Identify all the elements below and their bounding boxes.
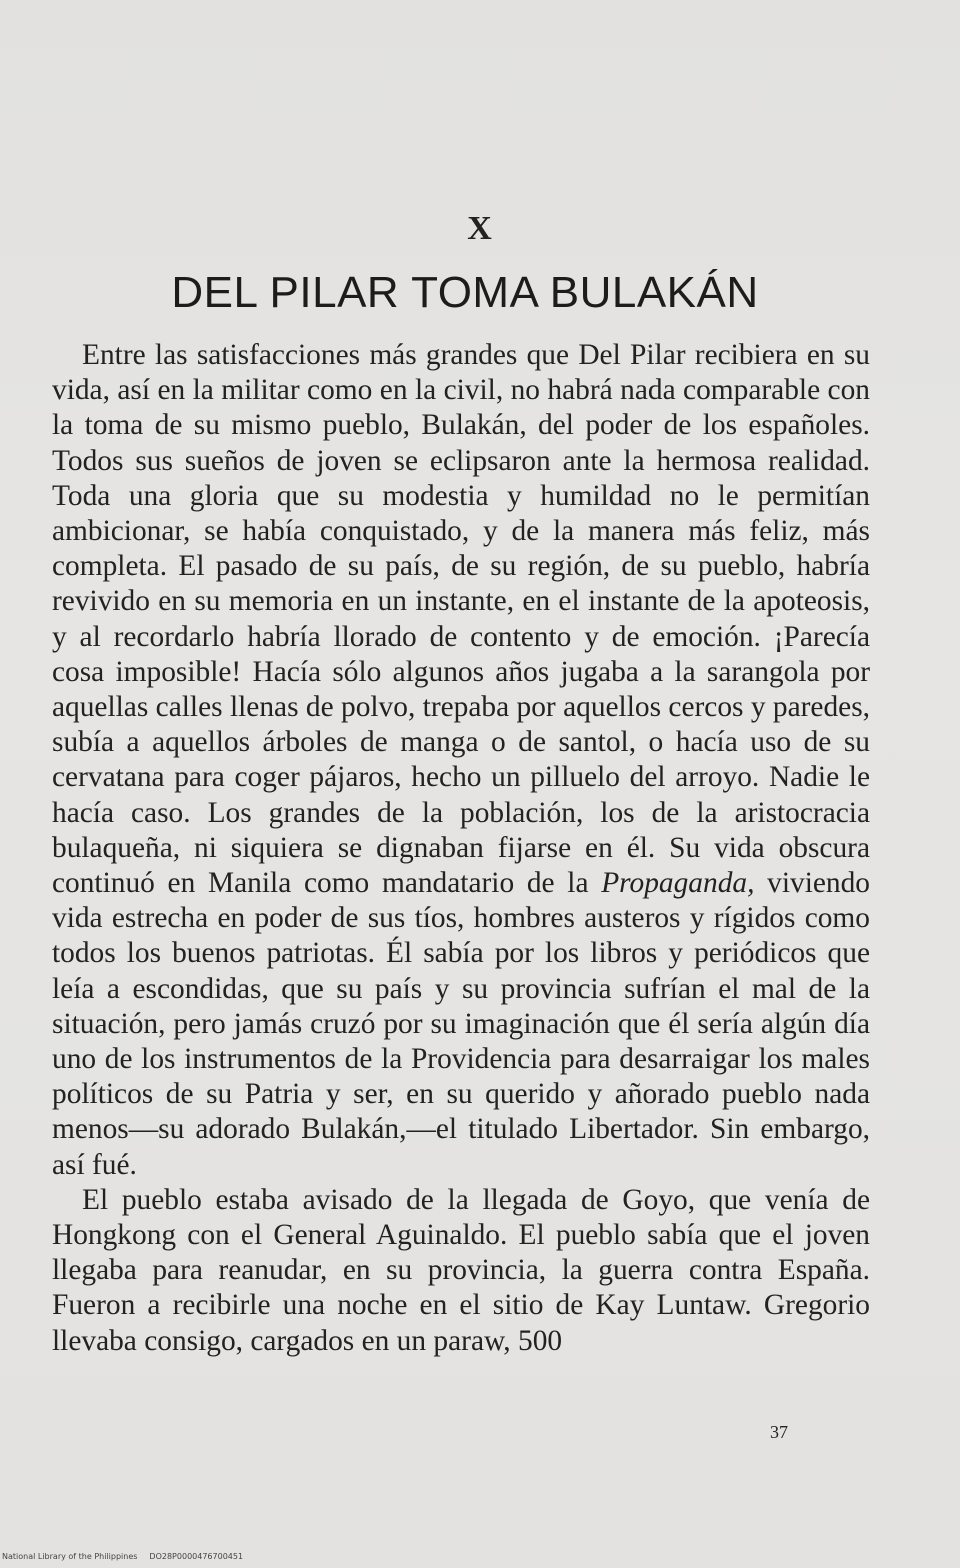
paragraph-1-text-b: viviendo vida estrecha en poder de sus tíos, hombres austeros y rígidos como todos los buenos patriotas. Él sabía por los libros y periódicos que leía a escondidas, que su país y su provincia sufrían el mal de la situación, pero jamás cruzó por su imaginación que él sería algún día uno de los instrumentos de la Providencia para desarraigar los males políticos de su Patria y ser, en su querido y añorado pueblo nada menos—su adorado Bulakán,—el titulado Libertador. Sin embargo, así fué. <box>52 867 870 1181</box>
paragraph-1 <box>52 338 870 1183</box>
page-number: 37 <box>770 1422 788 1442</box>
chapter-body <box>52 338 870 1359</box>
emphasis-propaganda: Propaganda, <box>601 867 755 900</box>
paragraph-1-text-a: Entre las satisfacciones más grandes que Del Pilar recibiera en su vida, así en la militar como en la civil, no habrá nada comparable con la toma de su mismo pueblo, Bulakán, del poder de los españoles. Todos sus sueños de joven se eclipsaron ante la hermosa realidad. Toda una gloria que su modestia y humildad no le permitían ambicionar, se había conquistado, y de la manera más feliz, más completa. El pasado de su país, de su región, de su pueblo, habría revivido en su memoria en un instante, en el instante de la apoteosis, y al recordarlo habría llorado de contento y de emoción. ¡Parecía cosa imposible! Hacía sólo algunos años jugaba a la sarangola por aquellas calles llenas de polvo, trepaba por aquellos cercos y paredes, subía a aquellos árboles de manga o de santol, o hacía uso de su cervatana para coger pájaros, hecho un pilluelo del arroyo. Nadie le hacía caso. Los grandes de la población, los de la aristocracia bulaqueña, ni siquiera se dignaban fijarse en él. Su vida obscura continuó en Manila como mandatario de la <box>52 339 870 900</box>
chapter-title: DEL PILAR TOMA BULAKÁN <box>171 268 759 317</box>
paragraph-2: El pueblo estaba avisado de la llegada de Goyo, que venía de Hongkong con el General Aguinaldo. El pueblo sabía que el joven llegaba para reanudar, en su provincia, la guerra contra España. Fueron a recibirle una noche en el sitio de Kay Luntaw. Gregorio llevaba consigo, cargados en un paraw, 500 <box>52 1183 870 1357</box>
footer-credit <box>2 1552 243 1561</box>
chapter-number: X <box>467 210 493 247</box>
document-code: DO28P0000476700451 <box>149 1552 244 1561</box>
library-credit: National Library of the Philippines <box>2 1552 138 1561</box>
